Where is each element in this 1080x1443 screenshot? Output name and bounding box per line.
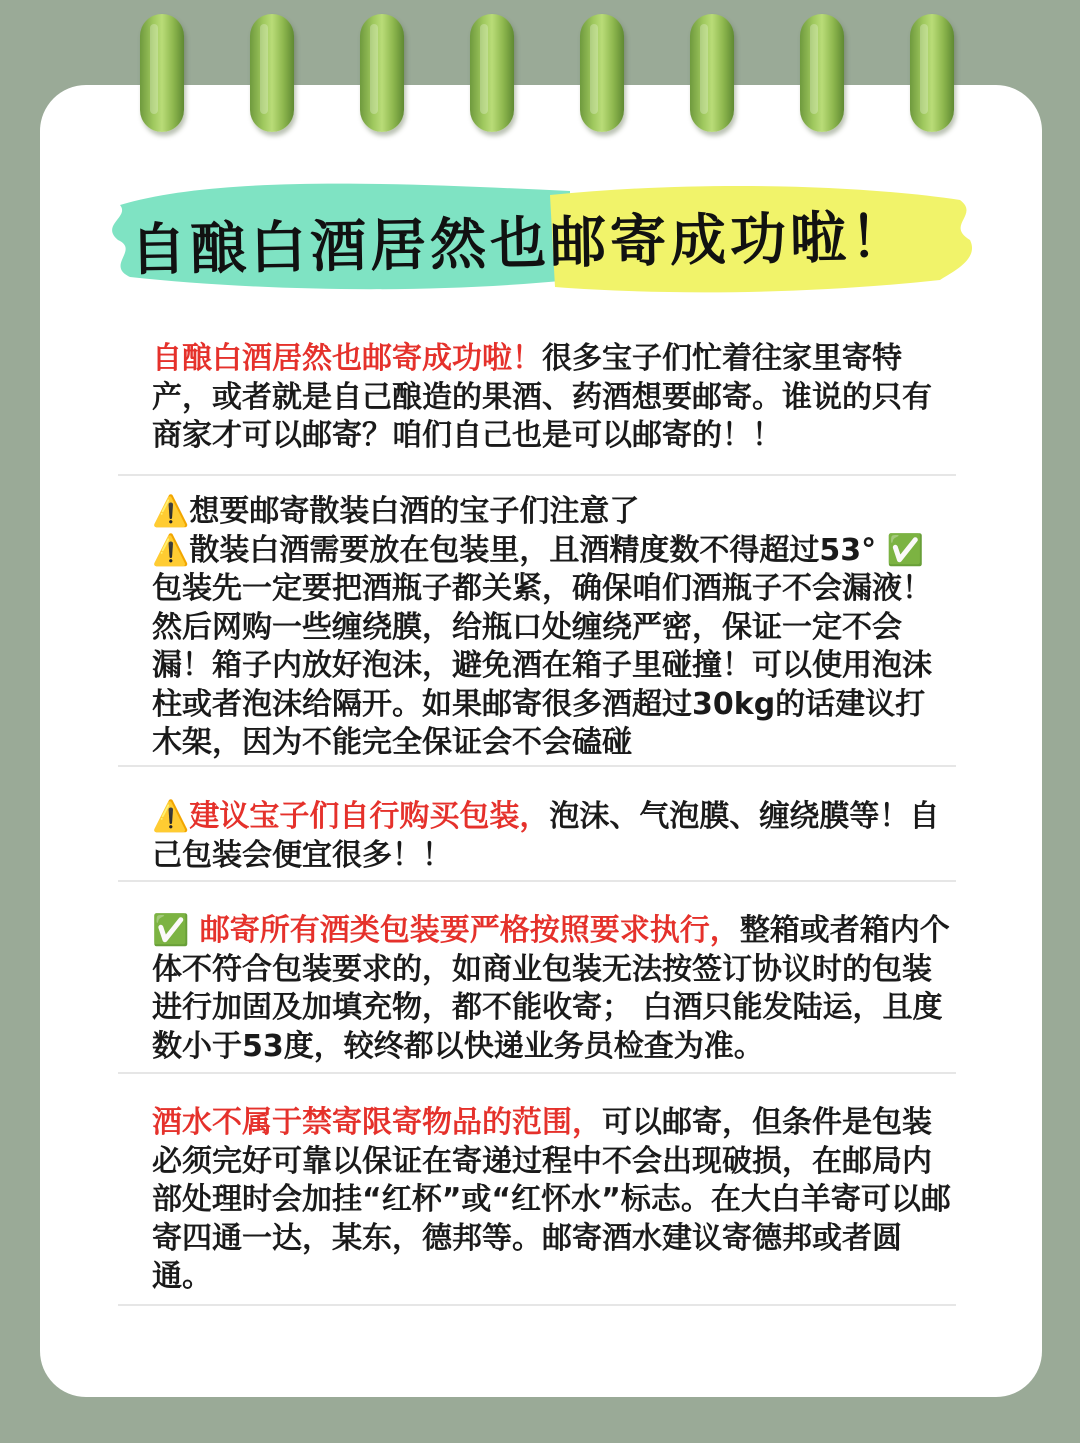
divider	[118, 1304, 956, 1306]
binding-ring	[580, 14, 624, 132]
binding-ring	[690, 14, 734, 132]
section-packaging-advice	[152, 798, 952, 875]
binding-ring	[360, 14, 404, 132]
section-lead: ⚠️建议宝子们自行购买包装，	[152, 799, 550, 834]
binding-ring	[250, 14, 294, 132]
page-title: 自酿白酒居然也邮寄成功啦！	[129, 204, 911, 284]
spiral-binding	[0, 0, 1080, 140]
section-body: 泡沫、气泡膜、缠绕膜等！自己包装会便宜很多！！	[152, 799, 940, 873]
section-lead: 酒水不属于禁寄限寄物品的范围，	[152, 1105, 602, 1140]
binding-ring	[470, 14, 514, 132]
divider	[118, 474, 956, 476]
section-requirements	[152, 912, 952, 1066]
divider	[118, 1072, 956, 1074]
section-body: 可以邮寄，但条件是包装必须完好可靠以保证在寄递过程中不会出现破损，在邮局内部处理时会加挂“红杯”或“红怀水”标志。在大白羊寄可以邮寄四通一达，某东，德邦等。邮寄酒水建议寄德邦或者圆通。	[152, 1105, 951, 1294]
binding-ring	[140, 14, 184, 132]
binding-ring	[800, 14, 844, 132]
section-heading: ⚠️想要邮寄散装白酒的宝子们注意了	[152, 494, 640, 529]
binding-ring	[910, 14, 954, 132]
divider	[118, 765, 956, 767]
divider	[118, 880, 956, 882]
section-body: 很多宝子们忙着往家里寄特产，或者就是自己酿造的果酒、药酒想要邮寄。谁说的只有商家才可以邮寄？咱们自己也是可以邮寄的！！	[152, 341, 932, 453]
title-banner	[100, 155, 980, 305]
section-body: ⚠️散装白酒需要放在包装里，且酒精度数不得超过53° ✅包装先一定要把酒瓶子都关紧，确保咱们酒瓶子不会漏液！然后网购一些缠绕膜，给瓶口处缠绕严密，保证一定不会漏！箱子内放好泡沫，避免酒在箱子里碰撞！可以使用泡沫柱或者泡沫给隔开。如果邮寄很多酒超过30kg的话建议打木架，因为不能完全保证会不会磕碰	[152, 532, 932, 760]
section-shipping-scope	[152, 1104, 952, 1297]
section-body: 整箱或者箱内个体不符合包装要求的，如商业包装无法按签订协议时的包装进行加固及加填充物，都不能收寄； 白酒只能发陆运，且度数小于53度，较终都以快递业务员检查为准。	[152, 913, 950, 1064]
section-lead: 自酿白酒居然也邮寄成功啦！	[152, 341, 542, 376]
section-lead: ✅ 邮寄所有酒类包装要严格按照要求执行，	[152, 913, 740, 948]
section-bulk-liquor	[152, 493, 952, 763]
section-intro	[152, 340, 952, 456]
